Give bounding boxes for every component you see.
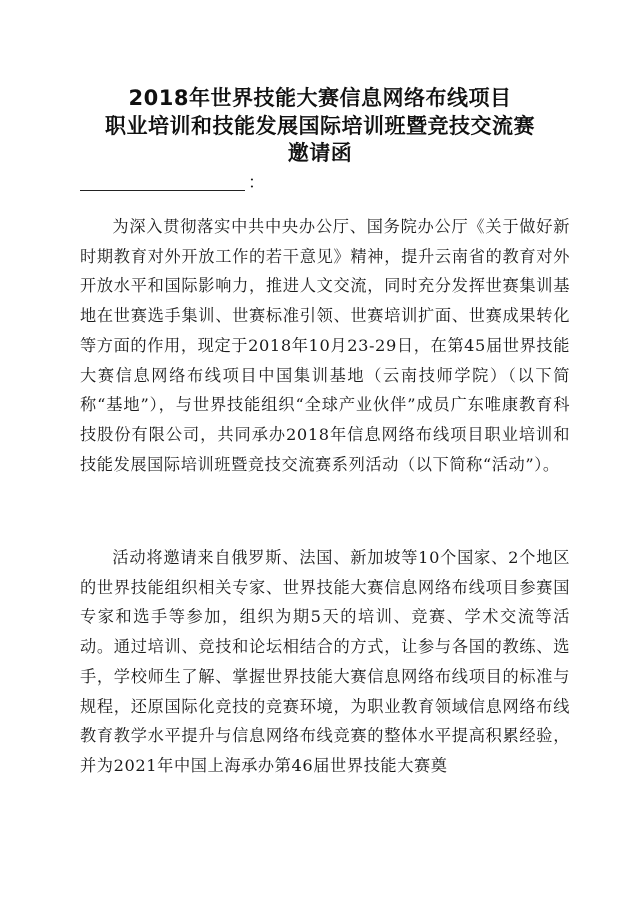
salutation	[80, 173, 280, 198]
recipient-blank-line	[80, 176, 245, 191]
paragraph-2: 活动将邀请来自俄罗斯、法国、新加坡等10个国家、2个地区的世界技能组织相关专家、世界技能大赛信息网络布线项目参赛国专家和选手等参加，组织为期5天的培训、竞赛、学术交流等活动。通过培训、竞技和论坛相结合的方式，让参与各国的教练、选手，学校师生了解、掌握世界技能大赛信息网络布线项目的标准与规程，还原国际化竞技的竞赛环境，为职业教育领域信息网络布线教育教学水平提升与信息网络布线竞赛的整体水平提高积累经验，并为2021年中国上海承办第46届世界技能大赛奠	[80, 548, 570, 775]
title-line-1: 2018年世界技能大赛信息网络布线项目	[128, 86, 512, 110]
title-line-2: 职业培训和技能发展国际培训班暨竞技交流赛	[105, 114, 535, 138]
paragraph-1: 为深入贯彻落实中共中央办公厅、国务院办公厅《关于做好新时期教育对外开放工作的若干意见》精神，提升云南省的教育对外开放水平和国际影响力，推进人文交流，同时充分发挥世赛集训基地在世赛选手集训、世赛标准引领、世赛培训扩面、世赛成果转化等方面的作用，现定于2018年10月23-29日，在第45届世界技能大赛信息网络布线项目中国集训基地（云南技师学院）（以下简称“基地”），与世界技能组织“全球产业伙伴”成员广东唯康教育科技股份有限公司，共同承办2018年信息网络布线项目职业培训和技能发展国际培训班暨竞技交流赛系列活动（以下简称“活动”）。	[80, 217, 570, 474]
salutation-colon: ：	[248, 173, 265, 193]
title-line-3: 邀请函	[287, 141, 353, 165]
